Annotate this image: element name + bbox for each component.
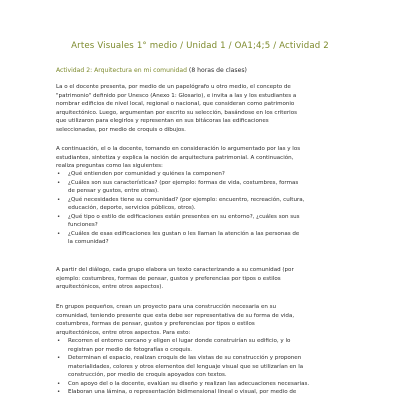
list-item xyxy=(56,354,356,380)
list-item xyxy=(56,170,356,179)
activity-title: Actividad 2: Arquitectura en mi comunidad xyxy=(56,67,187,74)
bullet-icon: • xyxy=(57,389,61,395)
bullet-icon: • xyxy=(57,196,61,203)
paragraph-line: A partir del diálogo, cada grupo elabora un texto caracterizando a su comunidad (por xyxy=(56,267,294,273)
list-item-line: materialidades, colores y otros elementos del lenguaje visual que se utilizarían en la xyxy=(68,363,304,370)
page-header: Artes Visuales 1° medio / Unidad 1 / OA1;4;5 / Actividad 2 xyxy=(71,41,329,51)
list-item xyxy=(56,388,356,397)
paragraph-line: arquitectónico. Luego, argumentan por escrito su selección, basándose en los criterios xyxy=(56,109,297,116)
list-item xyxy=(56,337,356,354)
list-item-line: construcción, por medio de croquis apoyados con textos. xyxy=(68,372,227,378)
paragraph-line: "patrimonio" definido por Unesco (Anexo 1: Glosario), e invita a las y los estudiantes a xyxy=(56,92,297,99)
paragraph-line: arquitectónicos, entre otros aspectos. Para esto: xyxy=(56,329,191,336)
paragraph-line: comunidad, teniendo presente que esta debe ser representativa de su forma de vida, xyxy=(56,312,295,319)
bullet-icon: • xyxy=(57,380,61,387)
list-item xyxy=(56,230,356,247)
paragraph-line: A continuación, el o la docente, tomando en consideración lo argumentado por las y los xyxy=(56,146,301,152)
list-item-line: funciones? xyxy=(68,222,98,228)
list-item-line: registran por medio de fotografías o croquis. xyxy=(68,346,192,353)
list-item-line: ¿Cuáles de esas edificaciones les gustan o les llaman la atención a las personas de xyxy=(68,230,300,237)
paragraph-line: estudiantes, sintetiza y explica la noción de arquitectura patrimonial. A continuación, xyxy=(56,154,294,161)
bullet-icon: • xyxy=(57,213,61,220)
list-item-line: ¿Cuáles son sus características? (por ejemplo: formas de vida, costumbres, formas xyxy=(68,179,299,186)
bullet-icon: • xyxy=(57,338,61,344)
paragraph-line: arquitectónicos, entre otros aspectos). xyxy=(56,284,164,290)
list-item-line: Con apoyo del o la docente, evalúan su diseño y realizan las adecuaciones necesarias. xyxy=(68,380,310,387)
list-item-line: ¿Qué entienden por comunidad y quiénes la componen? xyxy=(68,171,225,177)
paragraph-project xyxy=(56,303,354,337)
bullet-icon: • xyxy=(57,355,61,361)
bullet-icon: • xyxy=(57,179,61,186)
list-item-line: Elaboran una lámina, o representación bidimensional lineal o visual, por medio de xyxy=(68,389,297,395)
paragraph-line: En grupos pequeños, crean un proyecto para una construcción necesaria en su xyxy=(56,304,277,310)
paragraph-synthesis xyxy=(56,145,354,171)
list-item xyxy=(56,380,356,389)
list-item-line: de pensar y gustos, entre otras). xyxy=(68,188,159,194)
paragraph-intro xyxy=(56,83,354,134)
activity-hours: (8 horas de clases) xyxy=(187,67,247,74)
steps-list xyxy=(56,337,356,397)
questions-list xyxy=(56,170,356,247)
paragraph-line: realiza preguntas como las siguientes: xyxy=(56,163,163,169)
paragraph-line: La o el docente presenta, por medio de un papelógrafo u otro medio, el concepto de xyxy=(56,84,291,90)
activity-heading xyxy=(56,67,247,74)
list-item-line: educación, deporte, servicios públicos, otros). xyxy=(68,205,196,211)
list-item-line: ¿Qué necesidades tiene su comunidad? (por ejemplo: encuentro, recreación, cultura, xyxy=(68,196,305,203)
paragraph-line: costumbres, formas de pensar, gustos y preferencias por tipos o estilos xyxy=(56,321,255,327)
list-item-line: la comunidad? xyxy=(68,239,109,245)
list-item xyxy=(56,179,356,196)
list-item xyxy=(56,213,356,230)
list-item-line: Recorren el entorno cercano y eligen el lugar donde construirían su edificio, y lo xyxy=(68,338,291,344)
list-item xyxy=(56,196,356,213)
paragraph-line: ejemplo: costumbres, formas de pensar, gustos y preferencias por tipos o estilos xyxy=(56,275,281,282)
paragraph-line: que utilizaron para elegirlos y representan en sus bitácoras las edificaciones xyxy=(56,118,269,124)
list-item-line: ¿Qué tipo o estilo de edificaciones están presentes en su entorno?, ¿cuáles son sus xyxy=(68,213,300,220)
bullet-icon: • xyxy=(57,171,61,177)
paragraph-dialogue xyxy=(56,266,354,292)
paragraph-line: nombrar edificios de nivel local, regional o nacional, que consideran como patrimonio xyxy=(56,101,295,107)
bullet-icon: • xyxy=(57,230,61,237)
list-item-line: Determinan el espacio, realizan croquis de las vistas de su construcción y proponen xyxy=(68,355,302,361)
paragraph-line: seleccionadas, por medio de croquis o dibujos. xyxy=(56,126,186,133)
